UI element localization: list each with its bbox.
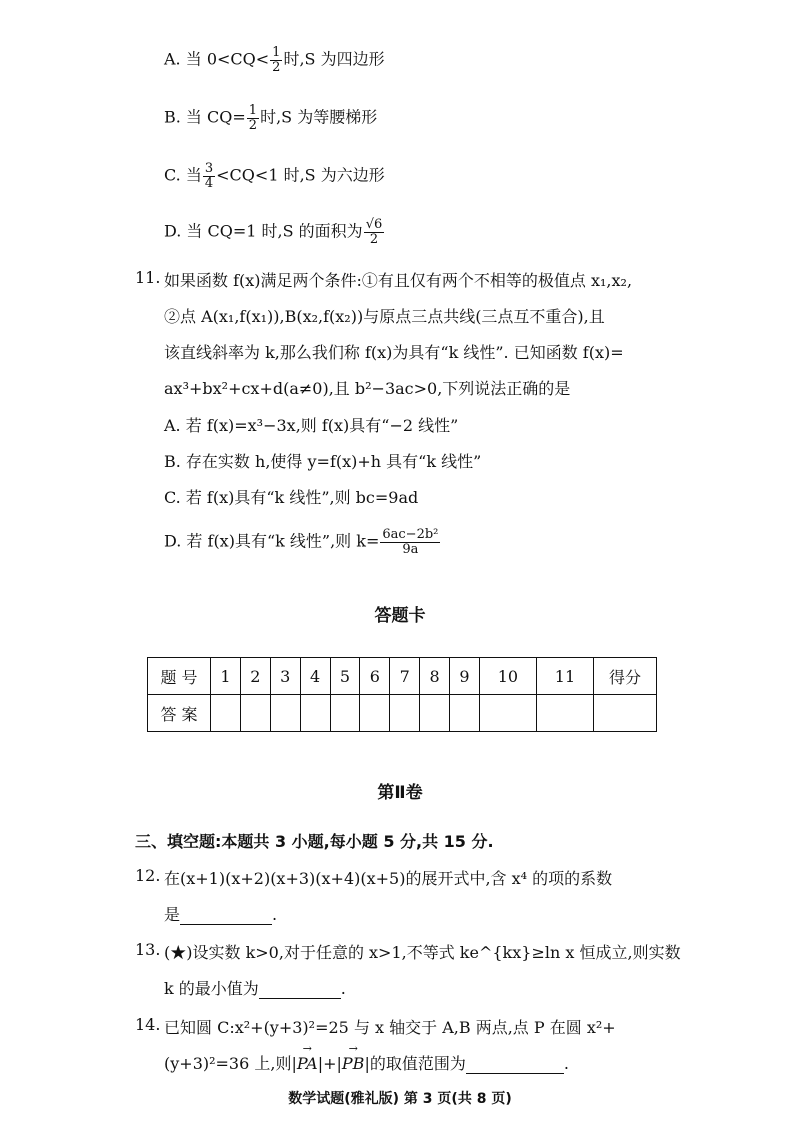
- q12-line-2: 是 .: [164, 905, 278, 924]
- answer-cell[interactable]: [390, 695, 420, 732]
- header-cell: 2: [240, 658, 270, 695]
- answer-cell[interactable]: [240, 695, 270, 732]
- vector-pa: → PA: [297, 1054, 318, 1073]
- header-cell: 11: [536, 658, 593, 695]
- q11-number: 11.: [135, 268, 161, 287]
- q11-option-b: B. 存在实数 h,使得 y=f(x)+h 具有“k 线性”: [164, 452, 482, 471]
- answer-row-label: 答 案: [148, 695, 211, 732]
- q14-answer-blank[interactable]: [466, 1054, 564, 1074]
- q11-line-4: ax³+bx²+cx+d(a≠0),且 b²−3ac>0,下列说法正确的是: [164, 379, 571, 398]
- q14-line-1: 已知圆 C:x²+(y+3)²=25 与 x 轴交于 A,B 两点,点 P 在圆 x²+: [164, 1018, 616, 1037]
- fraction: $\frac{\text{6ac−2b²}}{9a}$: [382, 527, 439, 557]
- answer-cell[interactable]: [594, 695, 657, 732]
- header-cell: 5: [330, 658, 360, 695]
- q11-line-2: ②点 A(x₁,f(x₁)),B(x₂,f(x₂))与原点三点共线(三点互不重合),且: [164, 307, 605, 326]
- header-cell: 6: [360, 658, 390, 695]
- page-footer: 数学试题(雅礼版) 第 3 页(共 8 页): [288, 1091, 512, 1107]
- q11-option-a: A. 若 f(x)=x³−3x,则 f(x)具有“−2 线性”: [164, 416, 459, 435]
- answer-card-header-row: [148, 658, 657, 695]
- q10-option-a: [164, 46, 385, 74]
- answer-cell[interactable]: [330, 695, 360, 732]
- q12-answer-blank[interactable]: [180, 905, 272, 925]
- q13-number: 13.: [135, 940, 161, 959]
- q10-option-c: [164, 162, 385, 190]
- header-cell: 4: [300, 658, 330, 695]
- q11-line-1: 如果函数 f(x)满足两个条件:①有且仅有两个不相等的极值点 x₁,x₂,: [164, 271, 633, 290]
- q10-option-b-post: 时,S 为等腰梯形: [260, 107, 378, 127]
- q13-line-1: (★)设实数 k>0,对于任意的 x>1,不等式 ke^{kx}≥ln x 恒成立,则实数: [164, 943, 681, 962]
- answer-cell[interactable]: [270, 695, 300, 732]
- answer-cell[interactable]: [300, 695, 330, 732]
- q14-number: 14.: [135, 1015, 161, 1034]
- header-cell: 7: [390, 658, 420, 695]
- answer-cell[interactable]: [536, 695, 593, 732]
- header-cell: 1: [211, 658, 241, 695]
- fraction: $\frac{3}{4}$: [204, 161, 214, 191]
- answer-cell[interactable]: [420, 695, 450, 732]
- q10-option-c-pre: C. 当: [164, 165, 202, 185]
- q13-answer-blank[interactable]: [259, 979, 341, 999]
- section3-heading: 三、填空题:本题共 3 小题,每小题 5 分,共 15 分.: [135, 832, 494, 851]
- q11-line-3: 该直线斜率为 k,那么我们称 f(x)为具有“k 线性”. 已知函数 f(x)=: [164, 343, 624, 362]
- q11-option-d-pre: D. 若 f(x)具有“k 线性”,则 k=: [164, 531, 380, 551]
- q13-line-2: k 的最小值为 .: [164, 979, 346, 998]
- fraction: $\frac{1}{2}$: [272, 45, 281, 75]
- q10-option-c-post: <CQ<1 时,S 为六边形: [216, 165, 385, 185]
- q14-line-2: (y+3)²=36 上,则|→ PA|+|→ PB|的取值范围为 .: [164, 1051, 569, 1074]
- q12-line-1: 在(x+1)(x+2)(x+3)(x+4)(x+5)的展开式中,含 x⁴ 的项的系数: [164, 869, 613, 888]
- header-cell: 10: [479, 658, 536, 695]
- answer-card-title: 答题卡: [374, 606, 426, 626]
- part2-title: 第Ⅱ卷: [377, 783, 423, 803]
- answer-cell[interactable]: [479, 695, 536, 732]
- q10-option-d-pre: D. 当 CQ=1 时,S 的面积为: [164, 221, 363, 241]
- answer-cell[interactable]: [360, 695, 390, 732]
- header-cell: 8: [420, 658, 450, 695]
- q10-option-b-pre: B. 当 CQ=: [164, 107, 246, 127]
- header-cell: 9: [450, 658, 480, 695]
- q10-option-a-pre: A. 当 0<CQ<: [164, 49, 270, 69]
- answer-cell[interactable]: [211, 695, 241, 732]
- q11-option-d: [164, 528, 441, 556]
- header-cell: 3: [270, 658, 300, 695]
- answer-card-answer-row: [148, 695, 657, 732]
- vector-pb: → PB: [342, 1054, 365, 1073]
- q11-option-c: C. 若 f(x)具有“k 线性”,则 bc=9ad: [164, 488, 419, 507]
- q10-option-b: [164, 104, 377, 132]
- q10-option-d: [164, 218, 385, 246]
- header-cell: 得分: [594, 658, 657, 695]
- q10-option-a-post: 时,S 为四边形: [283, 49, 385, 69]
- header-cell: 题 号: [148, 658, 211, 695]
- fraction: $\frac{√6}{2}$: [365, 217, 383, 247]
- answer-cell[interactable]: [450, 695, 480, 732]
- answer-card-table: [147, 657, 657, 732]
- q12-number: 12.: [135, 866, 161, 885]
- fraction: $\frac{1}{2}$: [248, 103, 258, 133]
